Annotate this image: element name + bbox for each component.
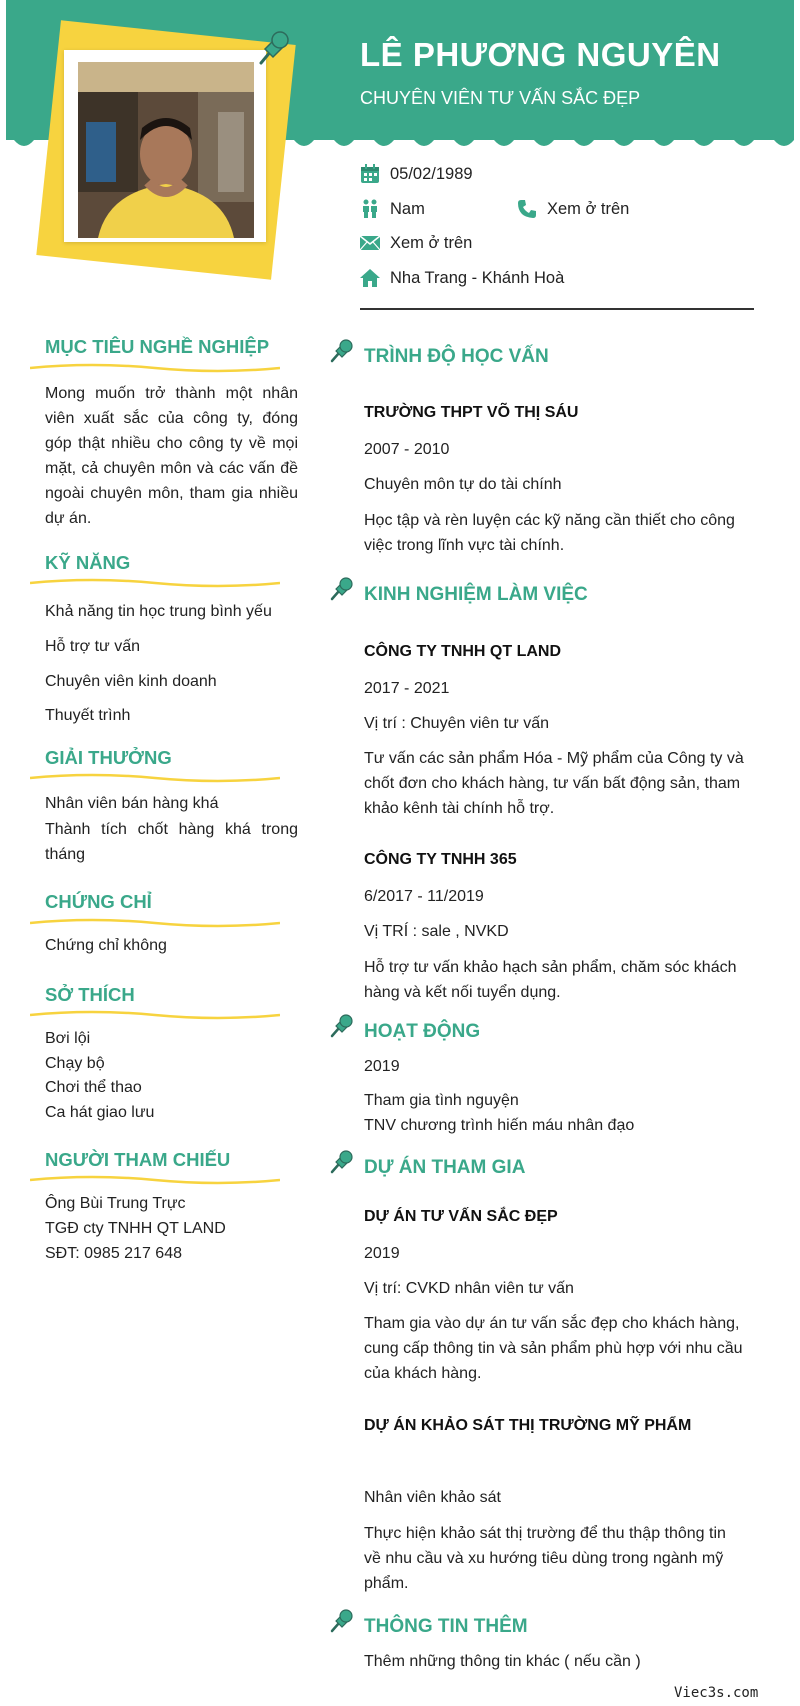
- info-divider: [360, 308, 754, 310]
- education-major: Chuyên môn tự do tài chính: [364, 476, 562, 493]
- phone-value: Xem ở trên: [547, 199, 630, 218]
- info-email: [360, 233, 472, 253]
- projects-heading: DỰ ÁN THAM GIA: [364, 1157, 526, 1178]
- gender-icon: [360, 199, 380, 219]
- job-position: Vị TRÍ : sale , NVKD: [364, 923, 509, 940]
- objective-heading: MỤC TIÊU NGHỀ NGHIỆP: [45, 336, 270, 357]
- info-dob: [360, 164, 473, 184]
- education-desc: Học tập và rèn luyện các kỹ năng cần thiết cho công việc trong lĩnh vực tài chính.: [364, 512, 735, 554]
- education-heading: TRÌNH ĐỘ HỌC VẤN: [364, 346, 549, 367]
- phone-icon: [517, 199, 537, 219]
- project-desc: Thực hiện khảo sát thị trường để thu thập thông tin về nhu cầu và xu hướng tiêu dùng trong ngành mỹ phẩm.: [364, 1525, 726, 1592]
- candidate-title: CHUYÊN VIÊN TƯ VẤN SẮC ĐẸP: [360, 88, 641, 108]
- pin-icon: [247, 25, 295, 73]
- activity-year: 2019: [364, 1058, 400, 1075]
- watermark: Viec3s.com: [674, 1685, 759, 1701]
- calendar-icon: [360, 164, 380, 184]
- job-position: Vị trí : Chuyên viên tư vấn: [364, 715, 550, 732]
- profile-photo: [78, 62, 254, 238]
- project-name: DỰ ÁN KHẢO SÁT THỊ TRƯỜNG MỸ PHẨM: [364, 1417, 692, 1434]
- reference-item: TGĐ cty TNHH QT LAND: [45, 1220, 226, 1237]
- pin-icon: [328, 575, 356, 603]
- project-year: 2019: [364, 1245, 400, 1262]
- additional-heading: THÔNG TIN THÊM: [364, 1616, 528, 1637]
- envelope-icon: [360, 233, 380, 253]
- hobby-item: Bơi lội: [45, 1030, 91, 1047]
- certificates-heading: CHỨNG CHỈ: [45, 891, 152, 912]
- activity-line: TNV chương trình hiến máu nhân đạo: [364, 1117, 635, 1134]
- skill-item: Hỗ trợ tư vấn: [45, 638, 141, 655]
- section-underline: [30, 772, 280, 784]
- info-address: [360, 268, 564, 288]
- reference-item: SĐT: 0985 217 648: [45, 1245, 182, 1262]
- project-role: Nhân viên khảo sát: [364, 1489, 501, 1506]
- skill-item: Khả năng tin học trung bình yếu: [45, 603, 272, 620]
- references-heading: NGƯỜI THAM CHIẾU: [45, 1149, 231, 1170]
- hobby-item: Chạy bộ: [45, 1055, 105, 1072]
- hobbies-heading: SỞ THÍCH: [45, 984, 135, 1005]
- job-desc: Tư vấn các sản phẩm Hóa - Mỹ phẩm của Công ty và chốt đơn cho khách hàng, tư vấn bất động sản, tham khảo kênh tài chính hỗ trợ.: [364, 750, 744, 817]
- skill-item: Thuyết trình: [45, 707, 131, 724]
- project-role: Vị trí: CVKD nhân viên tư vấn: [364, 1280, 574, 1297]
- section-underline: [30, 1009, 280, 1021]
- hobby-item: Ca hát giao lưu: [45, 1104, 155, 1121]
- project-name: DỰ ÁN TƯ VẤN SẮC ĐẸP: [364, 1208, 558, 1225]
- reference-item: Ông Bùi Trung Trực: [45, 1195, 186, 1212]
- experience-heading: KINH NGHIỆM LÀM VIỆC: [364, 584, 588, 605]
- section-underline: [30, 362, 280, 374]
- gender-value: Nam: [390, 199, 425, 218]
- hobby-item: Chơi thể thao: [45, 1079, 142, 1096]
- school-name: TRƯỜNG THPT VÕ THỊ SÁU: [364, 404, 579, 421]
- home-icon: [360, 268, 380, 288]
- info-phone: [517, 199, 629, 219]
- address-value: Nha Trang - Khánh Hoà: [390, 268, 565, 287]
- objective-text: Mong muốn trở thành một nhân viên xuất sắc của công ty, đóng góp thật nhiều cho công ty về mọi mặt, cả chuyên môn và các vấn đề ngoài chuyên môn, tham gia nhiều dự án.: [45, 385, 298, 527]
- candidate-name: LÊ PHƯƠNG NGUYÊN: [360, 36, 721, 73]
- skills-heading: KỸ NĂNG: [45, 552, 131, 573]
- awards-heading: GIẢI THƯỞNG: [45, 747, 172, 768]
- education-period: 2007 - 2010: [364, 441, 450, 458]
- activity-line: Tham gia tình nguyện: [364, 1092, 519, 1109]
- email-value: Xem ở trên: [390, 233, 473, 252]
- pin-icon: [328, 1607, 356, 1635]
- dob-value: 05/02/1989: [390, 164, 473, 183]
- award-item: Thành tích chốt hàng khá trong tháng: [45, 821, 298, 863]
- pin-icon: [328, 1148, 356, 1176]
- skill-item: Chuyên viên kinh doanh: [45, 673, 217, 690]
- info-gender: [360, 199, 425, 219]
- section-underline: [30, 577, 280, 589]
- project-desc: Tham gia vào dự án tư vấn sắc đẹp cho khách hàng, cung cấp thông tin và sản phẩm phù hợp với nhu cầu của khách hàng.: [364, 1315, 743, 1382]
- pin-icon: [328, 1012, 356, 1040]
- job-desc: Hỗ trợ tư vấn khảo hạch sản phẩm, chăm sóc khách hàng và kết nối tuyển dụng.: [364, 959, 737, 1001]
- job-period: 6/2017 - 11/2019: [364, 888, 484, 905]
- additional-text: Thêm những thông tin khác ( nếu cần ): [364, 1653, 641, 1670]
- job-company: CÔNG TY TNHH QT LAND: [364, 643, 562, 660]
- activities-heading: HOẠT ĐỘNG: [364, 1021, 481, 1042]
- section-underline: [30, 917, 280, 929]
- certificate-item: Chứng chỉ không: [45, 937, 167, 954]
- job-company: CÔNG TY TNHH 365: [364, 851, 517, 868]
- award-item: Nhân viên bán hàng khá: [45, 795, 219, 812]
- job-period: 2017 - 2021: [364, 680, 450, 697]
- section-underline: [30, 1174, 280, 1186]
- pin-icon: [328, 337, 356, 365]
